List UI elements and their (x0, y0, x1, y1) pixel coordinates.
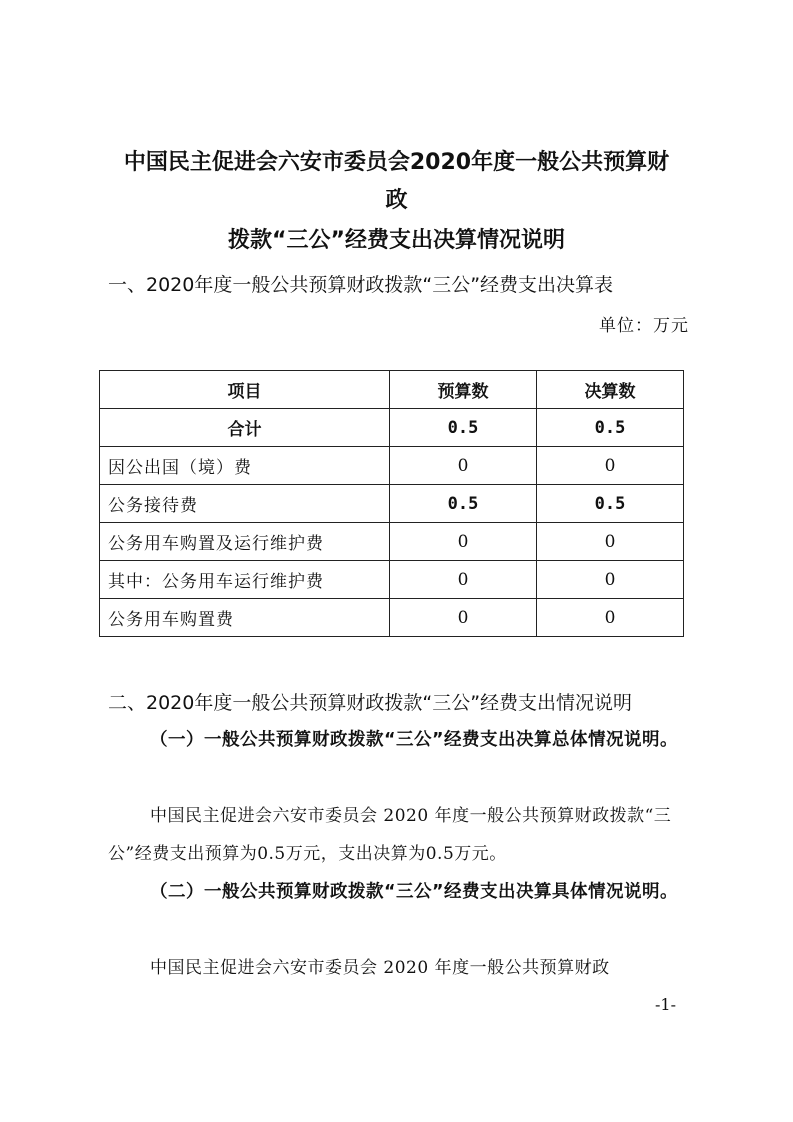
subsection-2-heading: （二）一般公共预算财政拨款“三公”经费支出决算具体情况说明。 (150, 882, 679, 902)
row-budget: 0 (390, 523, 537, 561)
row-actual: 0.5 (537, 409, 684, 447)
row-actual: 0 (537, 523, 684, 561)
row-actual: 0 (537, 599, 684, 637)
header-item: 项目 (100, 371, 390, 409)
row-name: 公务用车购置费 (100, 599, 390, 637)
row-actual: 0.5 (537, 485, 684, 523)
document-title-line-1: 中国民主促进会六安市委员会2020年度一般公共预算财 (123, 150, 670, 175)
row-budget: 0 (390, 561, 537, 599)
row-actual: 0 (537, 447, 684, 485)
table-header-row (100, 371, 684, 409)
row-name: 公务用车购置及运行维护费 (100, 523, 390, 561)
table-row (100, 599, 684, 637)
table-row-total (100, 409, 684, 447)
header-actual: 决算数 (537, 371, 684, 409)
section-1-heading: 一、2020年度一般公共预算财政拨款“三公”经费支出决算表 (108, 274, 614, 296)
row-budget: 0 (390, 447, 537, 485)
section-2-heading: 二、2020年度一般公共预算财政拨款“三公”经费支出情况说明 (108, 692, 633, 714)
table-row (100, 561, 684, 599)
budget-table (99, 370, 684, 637)
subsection-1-paragraph: 中国民主促进会六安市委员会 2020 年度一般公共预算财政拨款“三公”经费支出预算为0.5万元，支出决算为0.5万元。 (108, 806, 672, 864)
unit-label: 单位：万元 (599, 316, 689, 336)
subsection-2-paragraph: 中国民主促进会六安市委员会 2020 年度一般公共预算财政 (150, 958, 610, 978)
table-row (100, 447, 684, 485)
row-name: 其中：公务用车运行维护费 (100, 561, 390, 599)
table-row (100, 523, 684, 561)
row-actual: 0 (537, 561, 684, 599)
row-budget: 0.5 (390, 409, 537, 447)
document-title-line-2: 政 (385, 188, 408, 213)
table-row (100, 485, 684, 523)
header-budget: 预算数 (390, 371, 537, 409)
row-name: 公务接待费 (100, 485, 390, 523)
row-name: 合计 (100, 409, 390, 447)
page-number: -1- (655, 995, 676, 1014)
row-name: 因公出国（境）费 (100, 447, 390, 485)
subsection-1-heading: （一）一般公共预算财政拨款“三公”经费支出决算总体情况说明。 (150, 730, 679, 750)
row-budget: 0.5 (390, 485, 537, 523)
document-title-line-3: 拨款“三公”经费支出决算情况说明 (228, 228, 565, 253)
row-budget: 0 (390, 599, 537, 637)
